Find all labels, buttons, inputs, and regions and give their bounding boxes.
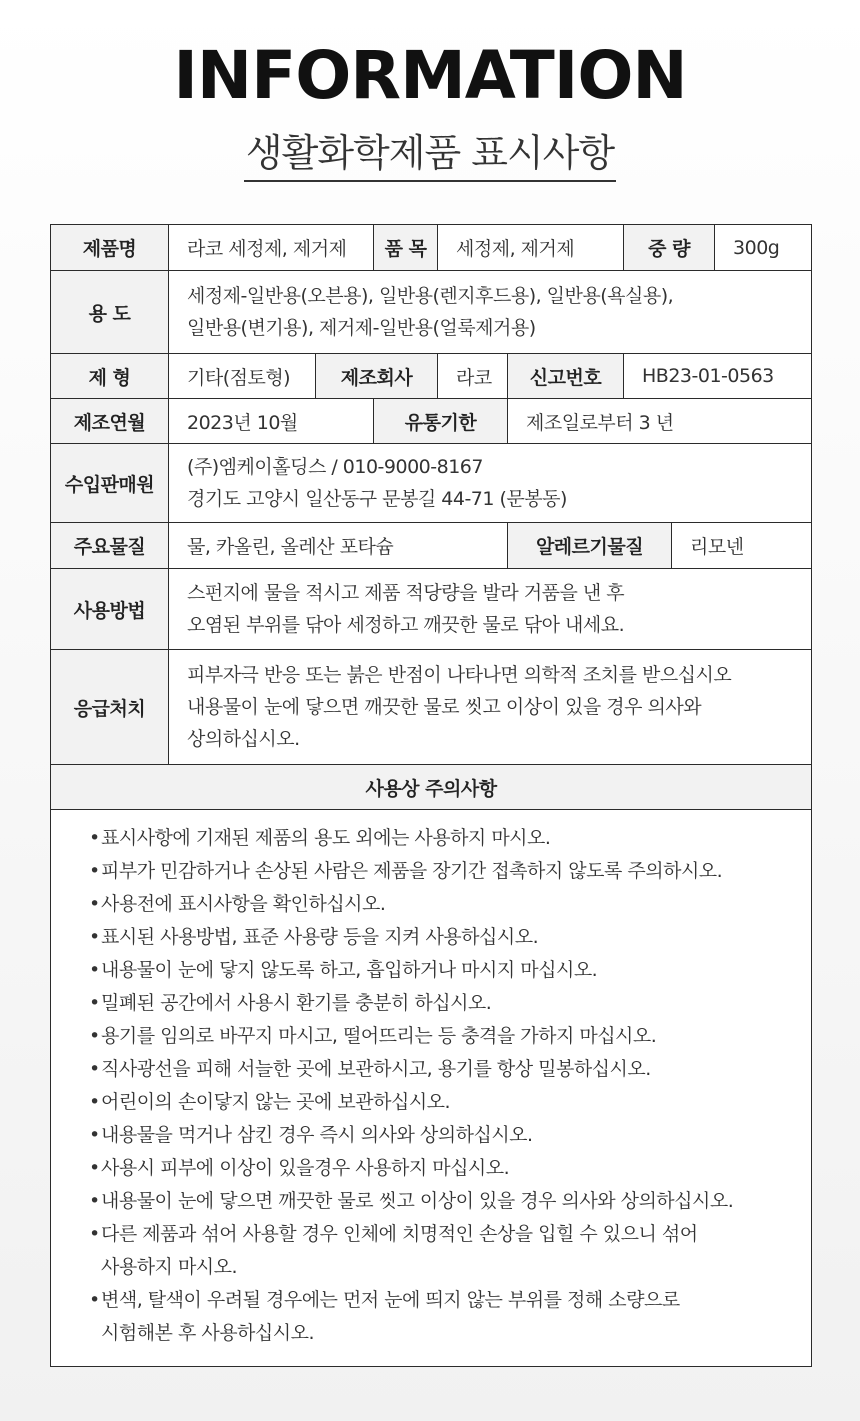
caution-item [89, 1284, 811, 1317]
importer-value [169, 444, 812, 523]
caution-text: 내용물이 눈에 닿으면 깨끗한 물로 씻고 이상이 있을 경우 의사와 상의하십시오. [101, 1190, 734, 1212]
bullet-icon: • [89, 1058, 100, 1080]
caution-item [89, 1020, 811, 1053]
bullet-icon: • [89, 1091, 100, 1113]
bullet-icon: • [89, 1025, 100, 1047]
table-row [51, 399, 812, 444]
bullet-icon: • [89, 893, 100, 915]
bullet-icon: • [89, 992, 100, 1014]
expiry-value: 제조일로부터 3 년 [508, 399, 812, 444]
item-label: 품 목 [374, 225, 438, 271]
caution-text: 표시된 사용방법, 표준 사용량 등을 지켜 사용하십시오. [101, 926, 539, 948]
maker-value: 라코 [438, 354, 508, 399]
subtitle-wrap [0, 128, 860, 182]
bullet-icon: • [89, 1223, 100, 1245]
table-row [51, 225, 812, 271]
caution-text: 변색, 탈색이 우려될 경우에는 먼저 눈에 띄지 않는 부위를 정해 소량으로 [101, 1289, 680, 1311]
ingredients-value: 물, 카올린, 올레산 포타슘 [169, 523, 508, 569]
bullet-icon: • [89, 1157, 100, 1179]
caution-item [89, 954, 811, 987]
first-aid-line: 상의하십시오. [187, 728, 300, 750]
allergen-value: 리모넨 [672, 523, 812, 569]
product-name-value: 라코 세정제, 제거제 [169, 225, 374, 271]
usage-line: 세정제-일반용(오븐용), 일반용(렌지후드용), 일반용(욕실용), [187, 285, 674, 307]
expiry-label: 유통기한 [374, 399, 508, 444]
caution-item [89, 1152, 811, 1185]
ingredients-label: 주요물질 [51, 523, 169, 569]
form-value: 기타(점토형) [169, 354, 316, 399]
caution-item [89, 987, 811, 1020]
table-row [51, 650, 812, 765]
bullet-icon: • [89, 827, 100, 849]
caution-item [89, 1218, 811, 1251]
caution-text: 밀폐된 공간에서 사용시 환기를 충분히 하십시오. [101, 992, 492, 1014]
first-aid-line: 피부자극 반응 또는 붉은 반점이 나타나면 의학적 조치를 받으십시오 [187, 664, 732, 686]
caution-text: 다른 제품과 섞어 사용할 경우 인체에 치명적인 손상을 입힐 수 있으니 섞어 [101, 1223, 698, 1245]
table-row [51, 569, 812, 650]
caution-item [89, 1119, 811, 1152]
caution-item [89, 1053, 811, 1086]
directions-label: 사용방법 [51, 569, 169, 650]
product-info-table [50, 224, 812, 1367]
bullet-icon: • [89, 1190, 100, 1212]
caution-item [89, 1086, 811, 1119]
caution-item [89, 1185, 811, 1218]
table-row [51, 765, 812, 810]
caution-text: 내용물이 눈에 닿지 않도록 하고, 흡입하거나 마시지 마십시오. [101, 959, 598, 981]
bullet-icon: • [89, 1124, 100, 1146]
caution-text: 용기를 임의로 바꾸지 마시고, 떨어뜨리는 등 충격을 가하지 마십시오. [101, 1025, 657, 1047]
cautions-heading: 사용상 주의사항 [51, 765, 812, 810]
caution-text: 내용물을 먹거나 삼킨 경우 즉시 의사와 상의하십시오. [101, 1124, 533, 1146]
first-aid-line: 내용물이 눈에 닿으면 깨끗한 물로 씻고 이상이 있을 경우 의사와 [187, 696, 702, 718]
mfg-date-label: 제조연월 [51, 399, 169, 444]
caution-text: 피부가 민감하거나 손상된 사람은 제품을 장기간 접촉하지 않도록 주의하시오. [101, 860, 723, 882]
caution-item-continuation [89, 1251, 811, 1284]
first-aid-value [169, 650, 812, 765]
bullet-icon: • [89, 959, 100, 981]
table-row [51, 271, 812, 354]
cautions-list [51, 810, 812, 1367]
product-name-label: 제품명 [51, 225, 169, 271]
form-label: 제 형 [51, 354, 169, 399]
caution-item [89, 822, 811, 855]
caution-text: 표시사항에 기재된 제품의 용도 외에는 사용하지 마시오. [101, 827, 551, 849]
first-aid-label: 응급처치 [51, 650, 169, 765]
caution-text: 어린이의 손이닿지 않는 곳에 보관하십시오. [101, 1091, 451, 1113]
importer-label: 수입판매원 [51, 444, 169, 523]
directions-line: 스펀지에 물을 적시고 제품 적당량을 발라 거품을 낸 후 [187, 582, 625, 604]
table-row [51, 354, 812, 399]
bullet-icon: • [89, 1289, 100, 1311]
caution-text: 사용전에 표시사항을 확인하십시오. [101, 893, 386, 915]
caution-text: 사용시 피부에 이상이 있을경우 사용하지 마십시오. [101, 1157, 510, 1179]
table-row [51, 444, 812, 523]
usage-value [169, 271, 812, 354]
caution-item [89, 855, 811, 888]
importer-line: (주)엠케이홀딩스 / 010-9000-8167 [187, 456, 483, 478]
usage-line: 일반용(변기용), 제거제-일반용(얼룩제거용) [187, 317, 536, 339]
allergen-label: 알레르기물질 [508, 523, 672, 569]
weight-value: 300g [715, 225, 812, 271]
item-value: 세정제, 제거제 [438, 225, 624, 271]
page-subtitle: 생활화학제품 표시사항 [244, 128, 616, 182]
report-number-label: 신고번호 [508, 354, 624, 399]
weight-label: 중 량 [624, 225, 715, 271]
maker-label: 제조회사 [316, 354, 438, 399]
bullet-icon: • [89, 860, 100, 882]
table-row [51, 810, 812, 1367]
caution-item [89, 888, 811, 921]
bullet-icon: • [89, 926, 100, 948]
caution-text: 시험해본 후 사용하십시오. [101, 1322, 315, 1344]
report-number-value: HB23-01-0563 [624, 354, 812, 399]
mfg-date-value: 2023년 10월 [169, 399, 374, 444]
page-title: INFORMATION [173, 37, 687, 114]
directions-line: 오염된 부위를 닦아 세정하고 깨끗한 물로 닦아 내세요. [187, 614, 625, 636]
caution-text: 직사광선을 피해 서늘한 곳에 보관하시고, 용기를 항상 밀봉하십시오. [101, 1058, 651, 1080]
directions-value [169, 569, 812, 650]
caution-item [89, 921, 811, 954]
importer-line: 경기도 고양시 일산동구 문봉길 44-71 (문봉동) [187, 488, 567, 510]
caution-text: 사용하지 마시오. [101, 1256, 238, 1278]
caution-item-continuation [89, 1317, 811, 1350]
usage-label: 용 도 [51, 271, 169, 354]
table-row [51, 523, 812, 569]
